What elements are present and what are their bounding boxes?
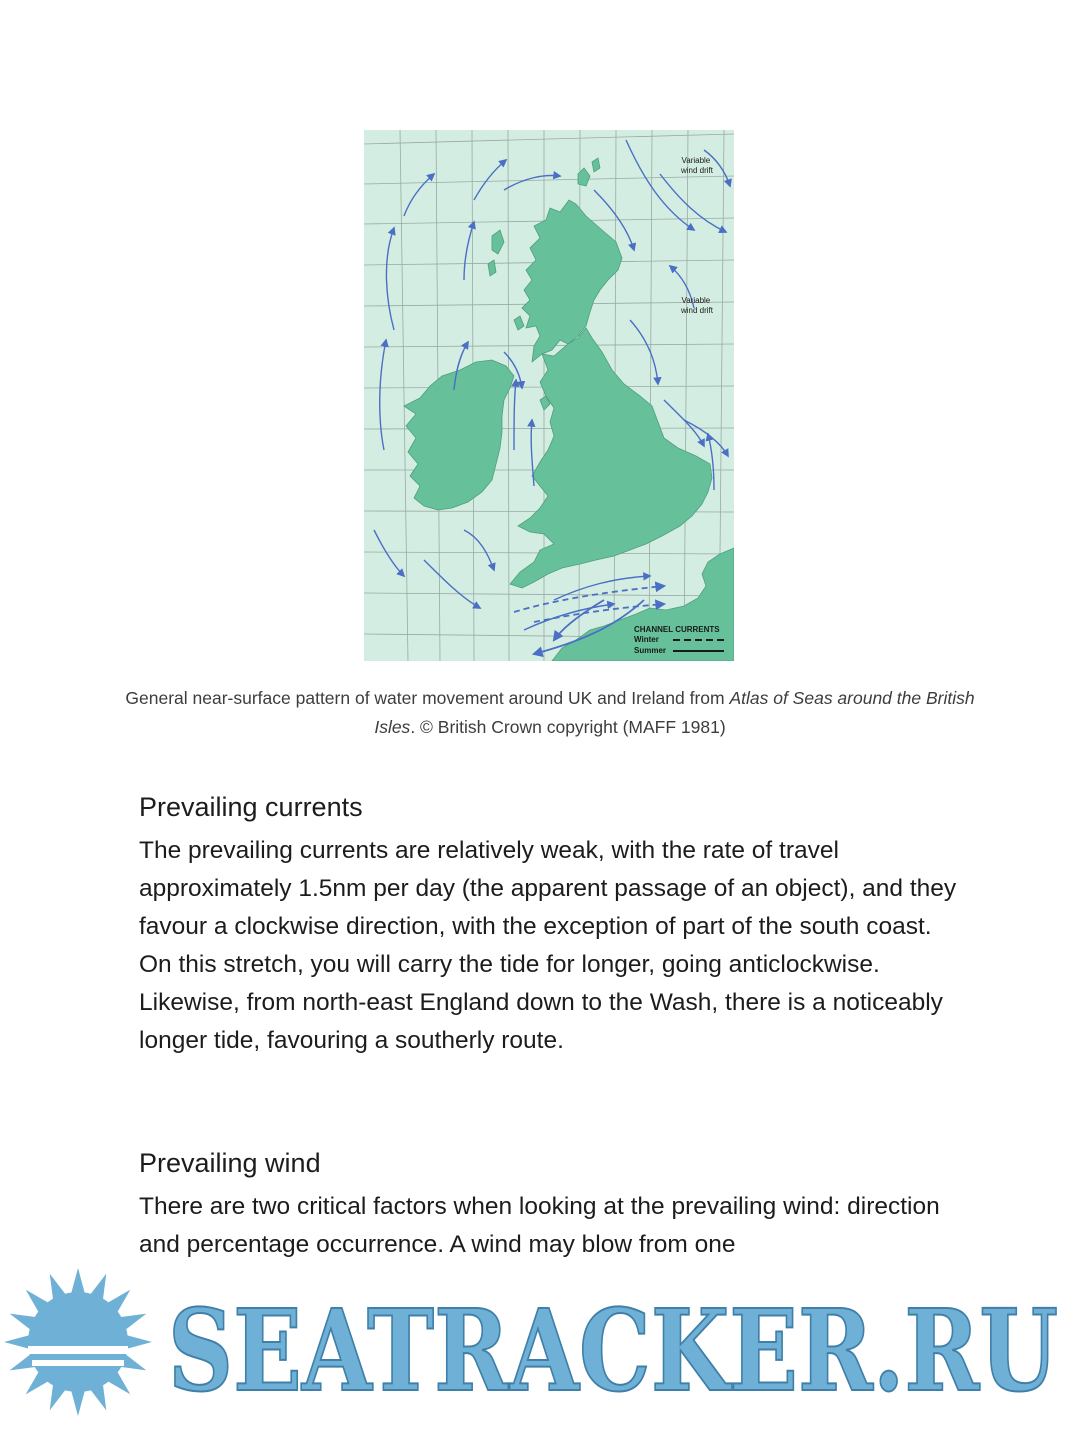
variable-wind-drift-label-mid	[680, 296, 714, 315]
legend-winter-label: Winter	[634, 635, 659, 644]
paragraph-prevailing-wind: There are two critical factors when looking at the prevailing wind: direction and percentage occurrence. A wind may blow from one	[139, 1193, 940, 1258]
channel-currents-legend	[634, 625, 724, 655]
figure-caption	[120, 684, 980, 742]
variable-label-top-line2: wind drift	[680, 166, 714, 175]
legend-title: CHANNEL CURRENTS	[634, 625, 720, 634]
variable-label-mid-line1: Variable	[681, 296, 711, 305]
sun-logo-icon	[4, 1268, 152, 1416]
variable-wind-drift-label-top	[680, 156, 714, 175]
heading-prevailing-wind: Prevailing wind	[139, 1148, 321, 1178]
currents-map-figure	[364, 130, 734, 661]
seatracker-watermark	[0, 1262, 1080, 1425]
variable-label-top-line1: Variable	[681, 156, 711, 165]
watermark-text: SEATRACKER.RU	[168, 1286, 1058, 1417]
legend-summer-label: Summer	[634, 646, 667, 655]
paragraph-prevailing-currents: The prevailing currents are relatively weak, with the rate of travel approximately 1.5nm per day (the apparent passage of an object), and they favour a clockwise direction, with the exception of part of the south coast. On this stretch, you will carry the tide for longer, going anticlockwise. Likewise, from north-east England down to the Wash, there is a noticeably longer tide, favouring a southerly route.	[139, 837, 957, 1054]
variable-label-mid-line2: wind drift	[680, 306, 714, 315]
caption-title: Atlas of Seas around the British Isles	[374, 688, 975, 737]
caption-lead: General near-surface pattern of water movement around UK and Ireland from	[125, 688, 730, 708]
heading-prevailing-currents: Prevailing currents	[139, 792, 363, 822]
caption-tail: . © British Crown copyright (MAFF 1981)	[410, 717, 726, 737]
